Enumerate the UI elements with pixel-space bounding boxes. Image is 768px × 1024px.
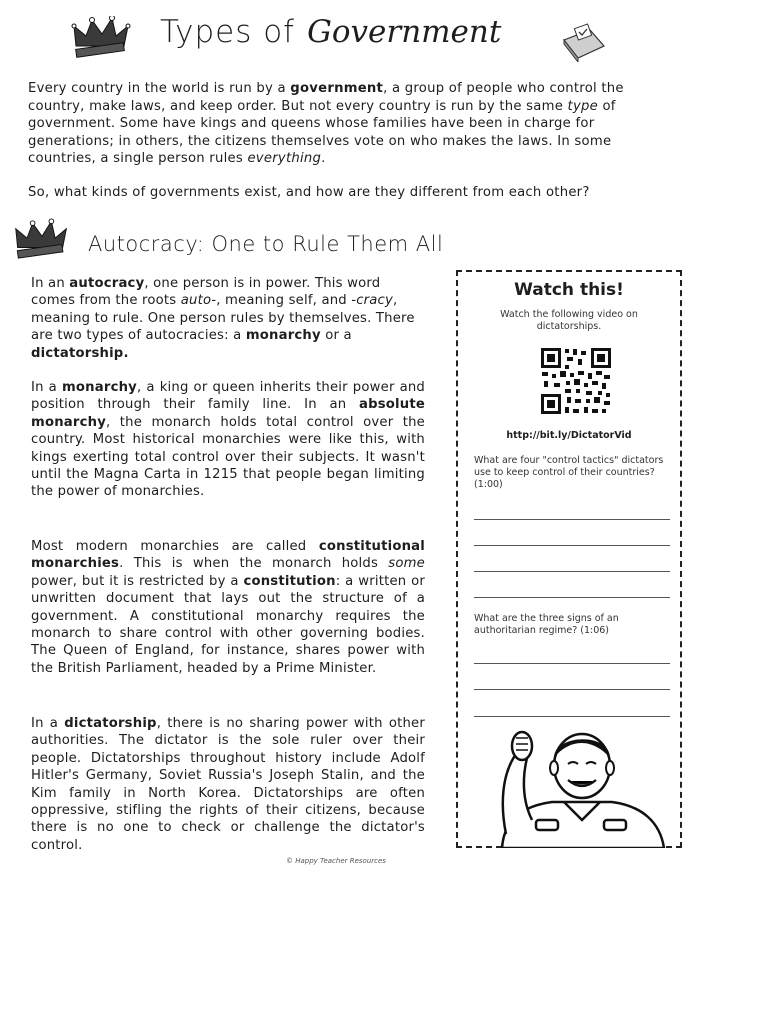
video-link[interactable]: http://bit.ly/DictatorVid: [506, 430, 632, 441]
question-one: What are four "control tactics" dictators use to keep control of their countries? (1:00): [474, 455, 664, 490]
watch-this-title: Watch this!: [514, 280, 624, 300]
qr-code-icon[interactable]: [540, 347, 612, 415]
intro-bold: government: [290, 81, 384, 96]
body-text: , the monarch holds total control over the country. Most historical monarchies were like this, with kings exerting total control over their subjects. It wasn't until the Magna Carta in 1215 that people began limiting the power of monarchies.: [31, 414, 425, 500]
autocracy-paragraph: [31, 275, 425, 362]
body-text: . This is when the monarch holds: [119, 556, 389, 572]
section-title: Autocracy: One to Rule Them All: [88, 232, 444, 256]
intro-question: So, what kinds of governments exist, and how are they different from each other?: [28, 185, 590, 200]
body-text: , a king or queen inherits their power and position through their family line. In an: [31, 380, 425, 413]
body-italic: some: [388, 556, 425, 572]
body-text: , there is no sharing power with other authorities. The dictator is the sole ruler over their people. Dictatorships throughout history include Adolf Hitler's Germany, Soviet Russia's Joseph Stalin, and the Kim family in North Korea. Dictatorships are often oppressive, stifling the rights of their citizens, because there is no one to check or challenge the dictator's control.: [31, 716, 425, 853]
answer-line[interactable]: [474, 571, 670, 572]
intro-paragraph: [28, 80, 676, 168]
answer-line[interactable]: [474, 663, 670, 664]
body-bold: constitutional monarchies: [31, 539, 425, 572]
body-bold: absolute monarchy: [31, 397, 425, 430]
monarchy-paragraph: [31, 379, 425, 501]
body-text: Most modern monarchies are called: [31, 539, 319, 554]
page-title: [160, 14, 501, 64]
answer-line[interactable]: [474, 545, 670, 546]
crown-icon: [12, 218, 72, 262]
intro-text: .: [321, 151, 326, 166]
question-two: What are the three signs of an authoritarian regime? (1:06): [474, 613, 619, 636]
body-text: power, but it is restricted by a: [31, 573, 244, 589]
answer-line[interactable]: [474, 519, 670, 520]
body-text: In a: [31, 716, 65, 731]
body-text: or a: [320, 328, 352, 344]
intro-text: of government. Some have kings and queens whose families have been in charge for generations; in others, the citizens themselves vote on who makes the laws. In some countries, a single person rules: [28, 98, 616, 166]
body-text: , meaning to rule. One person rules by themselves. There are two types of autocracies: a: [31, 293, 415, 344]
body-text: In an: [31, 276, 70, 291]
answer-line[interactable]: [474, 597, 670, 598]
watch-this-subtitle: Watch the following video on dictatorships.: [500, 309, 638, 332]
body-text: : a written or unwritten document that lays out the structure of a government. A constitutional monarchy requires the monarch to share control with other governing bodies. The Queen of England, for instance, shares power with the British Parliament, headed by a Prime Minister.: [31, 573, 425, 676]
dictatorship-paragraph: [31, 715, 425, 854]
constitutional-monarchy-paragraph: [31, 538, 425, 677]
body-text: , meaning self, and: [216, 293, 352, 309]
intro-italic: type: [567, 98, 599, 114]
ballot-box-icon: [560, 20, 608, 62]
intro-text: Every country in the world is run by a: [28, 81, 291, 96]
copyright-credit: © Happy Teacher Resources: [286, 857, 386, 865]
answer-line[interactable]: [474, 689, 670, 690]
body-text: In a: [31, 380, 62, 395]
body-italic: -cracy: [351, 293, 394, 309]
body-bold: dictatorship: [64, 716, 157, 731]
title-plain-text: Types of: [160, 14, 296, 50]
body-bold: monarchy: [245, 328, 321, 344]
intro-text: , a group of people who control the country, make laws, and keep order. But not every country is run by the same: [28, 81, 624, 114]
dictator-illustration: [492, 724, 672, 848]
body-text: , one person is in power. This word comes from the roots: [31, 276, 381, 309]
body-italic: auto-: [180, 293, 217, 309]
intro-italic: everything: [247, 151, 322, 166]
answer-line[interactable]: [474, 716, 670, 717]
title-script-text: Government: [307, 14, 502, 50]
body-bold: autocracy: [69, 276, 145, 291]
body-bold: monarchy: [61, 380, 137, 395]
body-bold: dictatorship.: [31, 345, 129, 361]
crown-icon: [70, 16, 134, 60]
body-bold: constitution: [243, 573, 336, 589]
